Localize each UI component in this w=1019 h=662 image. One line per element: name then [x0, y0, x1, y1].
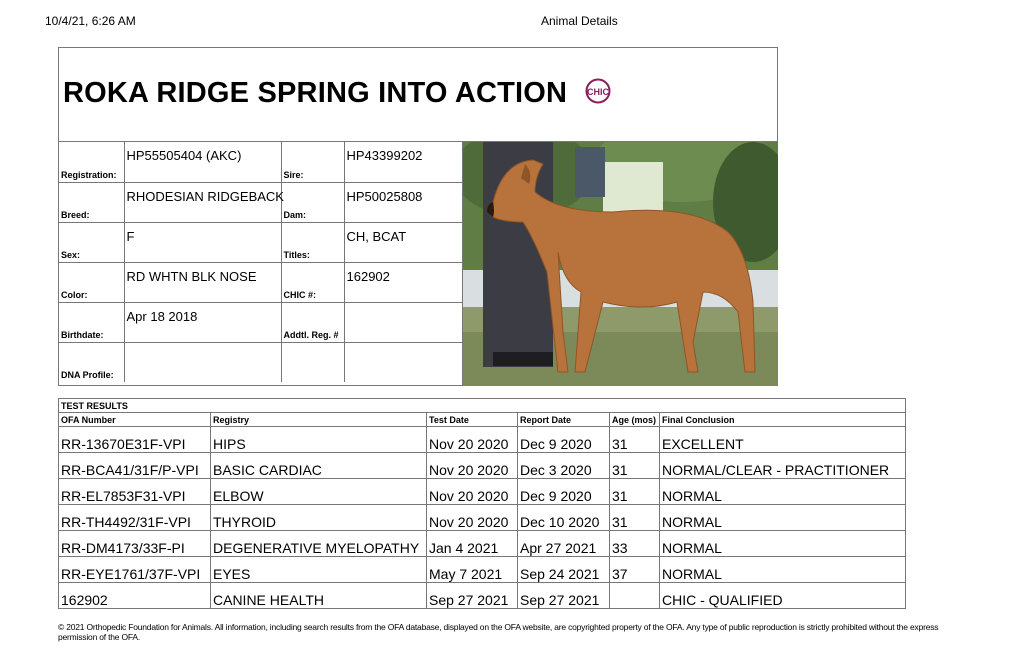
column-header: Registry [211, 413, 427, 427]
ofa-number: RR-13670E31F-VPI [59, 427, 211, 453]
table-row [59, 427, 906, 453]
registry: DEGENERATIVE MYELOPATHY [211, 531, 427, 557]
details-table [59, 142, 463, 382]
final-conclusion: NORMAL [660, 531, 906, 557]
registry: THYROID [211, 505, 427, 531]
column-header: Age (mos) [610, 413, 660, 427]
ofa-number: RR-EYE1761/37F-VPI [59, 557, 211, 583]
chic-number-label: CHIC #: [283, 289, 317, 300]
test-date: Nov 20 2020 [427, 505, 518, 531]
age-months: 31 [610, 479, 660, 505]
sire-value: HP43399202 [346, 148, 423, 163]
ofa-number: RR-DM4173/33F-PI [59, 531, 211, 557]
dna-profile-label: DNA Profile: [61, 370, 114, 380]
titles-label: Titles: [283, 249, 310, 260]
test-results-title: TEST RESULTS [59, 399, 906, 413]
chic-logo-icon [585, 78, 611, 104]
final-conclusion: NORMAL [660, 505, 906, 531]
test-date: May 7 2021 [427, 557, 518, 583]
print-date: 10/4/21, 6:26 AM [45, 14, 136, 28]
registry: CANINE HEALTH [211, 583, 427, 609]
sex-label: Sex: [61, 249, 81, 260]
test-date: Nov 20 2020 [427, 479, 518, 505]
test-date: Jan 4 2021 [427, 531, 518, 557]
report-date: Dec 9 2020 [518, 479, 610, 505]
dog-photo [462, 142, 778, 386]
column-header: OFA Number [59, 413, 211, 427]
detail-row [59, 142, 462, 182]
birthdate-label: Birthdate: [61, 329, 104, 340]
dog-photo-image [463, 142, 778, 386]
final-conclusion: CHIC - QUALIFIED [660, 583, 906, 609]
age-months: 31 [610, 453, 660, 479]
registry: BASIC CARDIAC [211, 453, 427, 479]
report-date: Sep 24 2021 [518, 557, 610, 583]
animal-name-row [59, 48, 777, 142]
registry: EYES [211, 557, 427, 583]
column-header: Final Conclusion [660, 413, 906, 427]
sex-value: F [126, 228, 135, 244]
report-date: Dec 9 2020 [518, 427, 610, 453]
table-row [59, 505, 906, 531]
titles-value: CH, BCAT [346, 228, 407, 244]
detail-row [59, 262, 462, 302]
test-date: Nov 20 2020 [427, 453, 518, 479]
table-row [59, 453, 906, 479]
report-date: Apr 27 2021 [518, 531, 610, 557]
animal-name: ROKA RIDGE SPRING INTO ACTION [63, 77, 568, 109]
copyright-footer: © 2021 Orthopedic Foundation for Animals. All information, including search results from the OFA database, displayed on the OFA website, are copyrighted property of the OFA. Any type of public reproduction is strictly prohibited without the express permission of the OFA. [58, 622, 939, 642]
table-row [59, 479, 906, 505]
table-row [59, 583, 906, 609]
chic-number-value: 162902 [346, 268, 390, 284]
age-months: 31 [610, 427, 660, 453]
animal-card [58, 47, 778, 386]
test-date: Sep 27 2021 [427, 583, 518, 609]
table-row [59, 531, 906, 557]
registry: HIPS [211, 427, 427, 453]
report-date: Sep 27 2021 [518, 583, 610, 609]
ofa-number: RR-EL7853F31-VPI [59, 479, 211, 505]
age-months: 37 [610, 557, 660, 583]
detail-row [59, 342, 462, 382]
final-conclusion: NORMAL [660, 479, 906, 505]
birthdate-value: Apr 18 2018 [126, 308, 198, 324]
table-row [59, 557, 906, 583]
breed-value: RHODESIAN RIDGEBACK [126, 188, 284, 204]
color-value: RD WHTN BLK NOSE [126, 268, 257, 284]
age-months [610, 583, 660, 609]
dam-value: HP50025808 [346, 188, 423, 204]
detail-row [59, 302, 462, 342]
sire-label: Sire: [283, 169, 304, 180]
print-page-title: Animal Details [541, 14, 618, 28]
test-results-header [59, 413, 906, 427]
breed-label: Breed: [61, 209, 90, 220]
report-date: Dec 10 2020 [518, 505, 610, 531]
addtl-reg-label: Addtl. Reg. # [283, 329, 339, 340]
age-months: 31 [610, 505, 660, 531]
column-header: Report Date [518, 413, 610, 427]
ofa-number: 162902 [59, 583, 211, 609]
registry: ELBOW [211, 479, 427, 505]
ofa-number: RR-TH4492/31F-VPI [59, 505, 211, 531]
age-months: 33 [610, 531, 660, 557]
final-conclusion: EXCELLENT [660, 427, 906, 453]
final-conclusion: NORMAL/CLEAR - PRACTITIONER [660, 453, 906, 479]
dam-label: Dam: [283, 209, 307, 220]
ofa-number: RR-BCA41/31F/P-VPI [59, 453, 211, 479]
detail-row [59, 182, 462, 222]
test-date: Nov 20 2020 [427, 427, 518, 453]
registration-value: HP55505404 (AKC) [126, 148, 242, 163]
color-label: Color: [61, 289, 88, 300]
svg-text:CHIC: CHIC [587, 87, 609, 97]
report-date: Dec 3 2020 [518, 453, 610, 479]
test-results-table [58, 398, 906, 609]
detail-row [59, 222, 462, 262]
final-conclusion: NORMAL [660, 557, 906, 583]
registration-label: Registration: [61, 169, 117, 180]
column-header: Test Date [427, 413, 518, 427]
